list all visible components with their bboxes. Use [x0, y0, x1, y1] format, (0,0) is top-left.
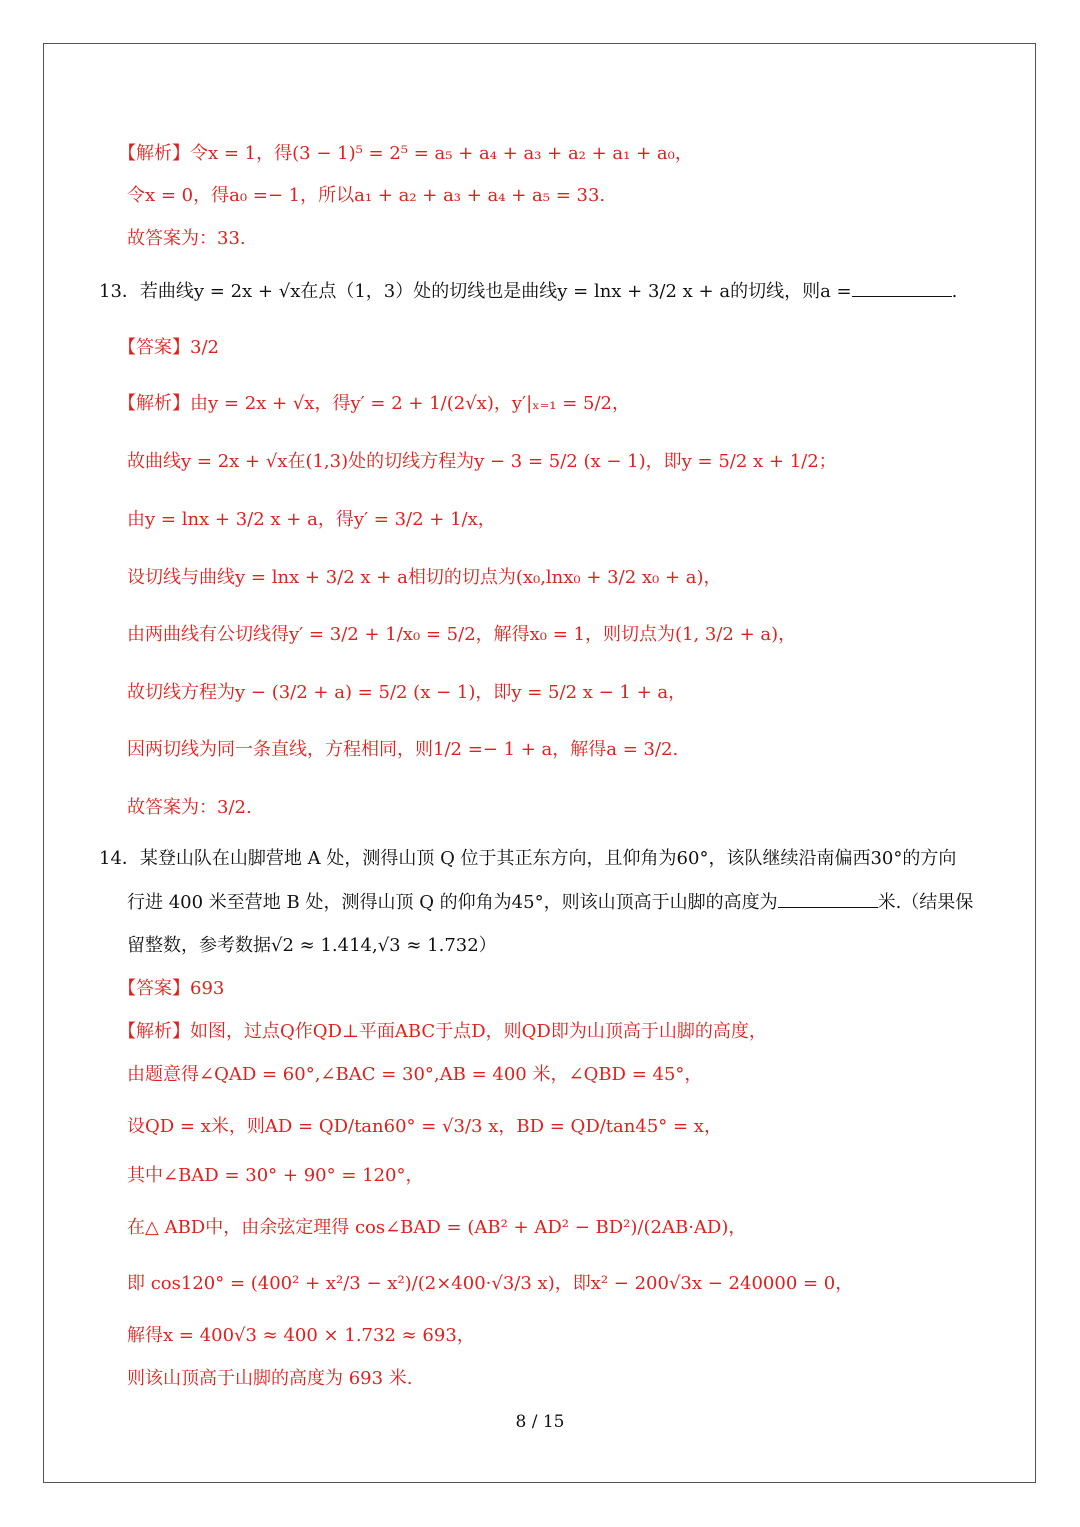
question-13-tail: . — [951, 281, 958, 302]
question-14-line1: 14．某登山队在山脚营地 A 处，测得山顶 Q 位于其正东方向，且仰角为60°，该队继续沿南偏西30°的方向 — [99, 848, 957, 869]
question-14-line2 — [127, 889, 973, 916]
solution-13-line5: 由两曲线有公切线得y′ = 3/2 + 1/x₀ = 5/2，解得x₀ = 1，则切点为(1, 3/2 + a)， — [127, 624, 797, 645]
question-14-tail: 米.（结果保 — [877, 892, 974, 913]
solution-14-line5: 在△ ABD中，由余弦定理得 cos∠BAD = (AB² + AD² − BD²)/(2AB·AD)， — [127, 1217, 747, 1238]
solution-14-line8: 则该山顶高于山脚的高度为 693 米. — [127, 1368, 413, 1389]
solution-13-line2: 故曲线y = 2x + √x在(1,3)处的切线方程为y − 3 = 5/2 (x − 1)，即y = 5/2 x + 1/2； — [127, 451, 837, 472]
solution-14-line4: 其中∠BAD = 30° + 90° = 120°， — [127, 1165, 424, 1186]
question-14-text: 行进 400 米至营地 B 处，测得山顶 Q 的仰角为45°，则该山顶高于山脚的高度为 — [127, 892, 778, 913]
solution-13-line4: 设切线与曲线y = lnx + 3/2 x + a相切的切点为(x₀,lnx₀ + 3/2 x₀ + a)， — [127, 567, 722, 588]
answer-14: 【答案】693 — [118, 978, 225, 999]
answer-blank — [852, 278, 952, 297]
answer-blank — [778, 889, 878, 908]
page-border — [43, 43, 1036, 1483]
solution-13-line3: 由y = lnx + 3/2 x + a，得y′ = 3/2 + 1/x， — [127, 509, 496, 530]
question-14-line3: 留整数，参考数据√2 ≈ 1.414,√3 ≈ 1.732） — [127, 935, 497, 956]
solution-13-line7: 因两切线为同一条直线，方程相同，则1/2 =− 1 + a，解得a = 3/2. — [127, 739, 679, 760]
solution-13-answer: 故答案为：3/2. — [127, 797, 252, 818]
solution-13-line1: 【解析】由y = 2x + √x，得y′ = 2 + 1/(2√x)，y′|ₓ₌₁ = 5/2， — [118, 393, 630, 414]
question-13-text: 13．若曲线y = 2x + √x在点（1，3）处的切线也是曲线y = lnx + 3/2 x + a的切线，则a = — [99, 281, 852, 302]
solution-14-line3: 设QD = x米，则AD = QD/tan60° = √3/3 x，BD = QD/tan45° = x， — [127, 1116, 722, 1137]
solution-14-line2: 由题意得∠QAD = 60°,∠BAC = 30°,AB = 400 米，∠QBD = 45°， — [127, 1064, 703, 1085]
solution-14-line6: 即 cos120° = (400² + x²/3 − x²)/(2×400·√3/3 x)，即x² − 200√3x − 240000 = 0， — [127, 1273, 854, 1294]
solution-12-answer: 故答案为：33. — [127, 228, 246, 249]
solution-14-line7: 解得x = 400√3 ≈ 400 × 1.732 ≈ 693， — [127, 1325, 475, 1346]
solution-14-line1: 【解析】如图，过点Q作QD⊥平面ABC于点D，则QD即为山顶高于山脚的高度， — [118, 1021, 767, 1042]
solution-12-line2: 令x = 0，得a₀ =− 1，所以a₁ + a₂ + a₃ + a₄ + a₅ = 33. — [127, 185, 606, 206]
solution-12-line1: 【解析】令x = 1，得(3 − 1)⁵ = 2⁵ = a₅ + a₄ + a₃ + a₂ + a₁ + a₀， — [118, 143, 693, 164]
question-13 — [99, 278, 957, 305]
page-number: 8 / 15 — [515, 1412, 565, 1432]
solution-13-line6: 故切线方程为y − (3/2 + a) = 5/2 (x − 1)，即y = 5/2 x − 1 + a， — [127, 682, 687, 703]
answer-13: 【答案】3/2 — [118, 337, 219, 358]
